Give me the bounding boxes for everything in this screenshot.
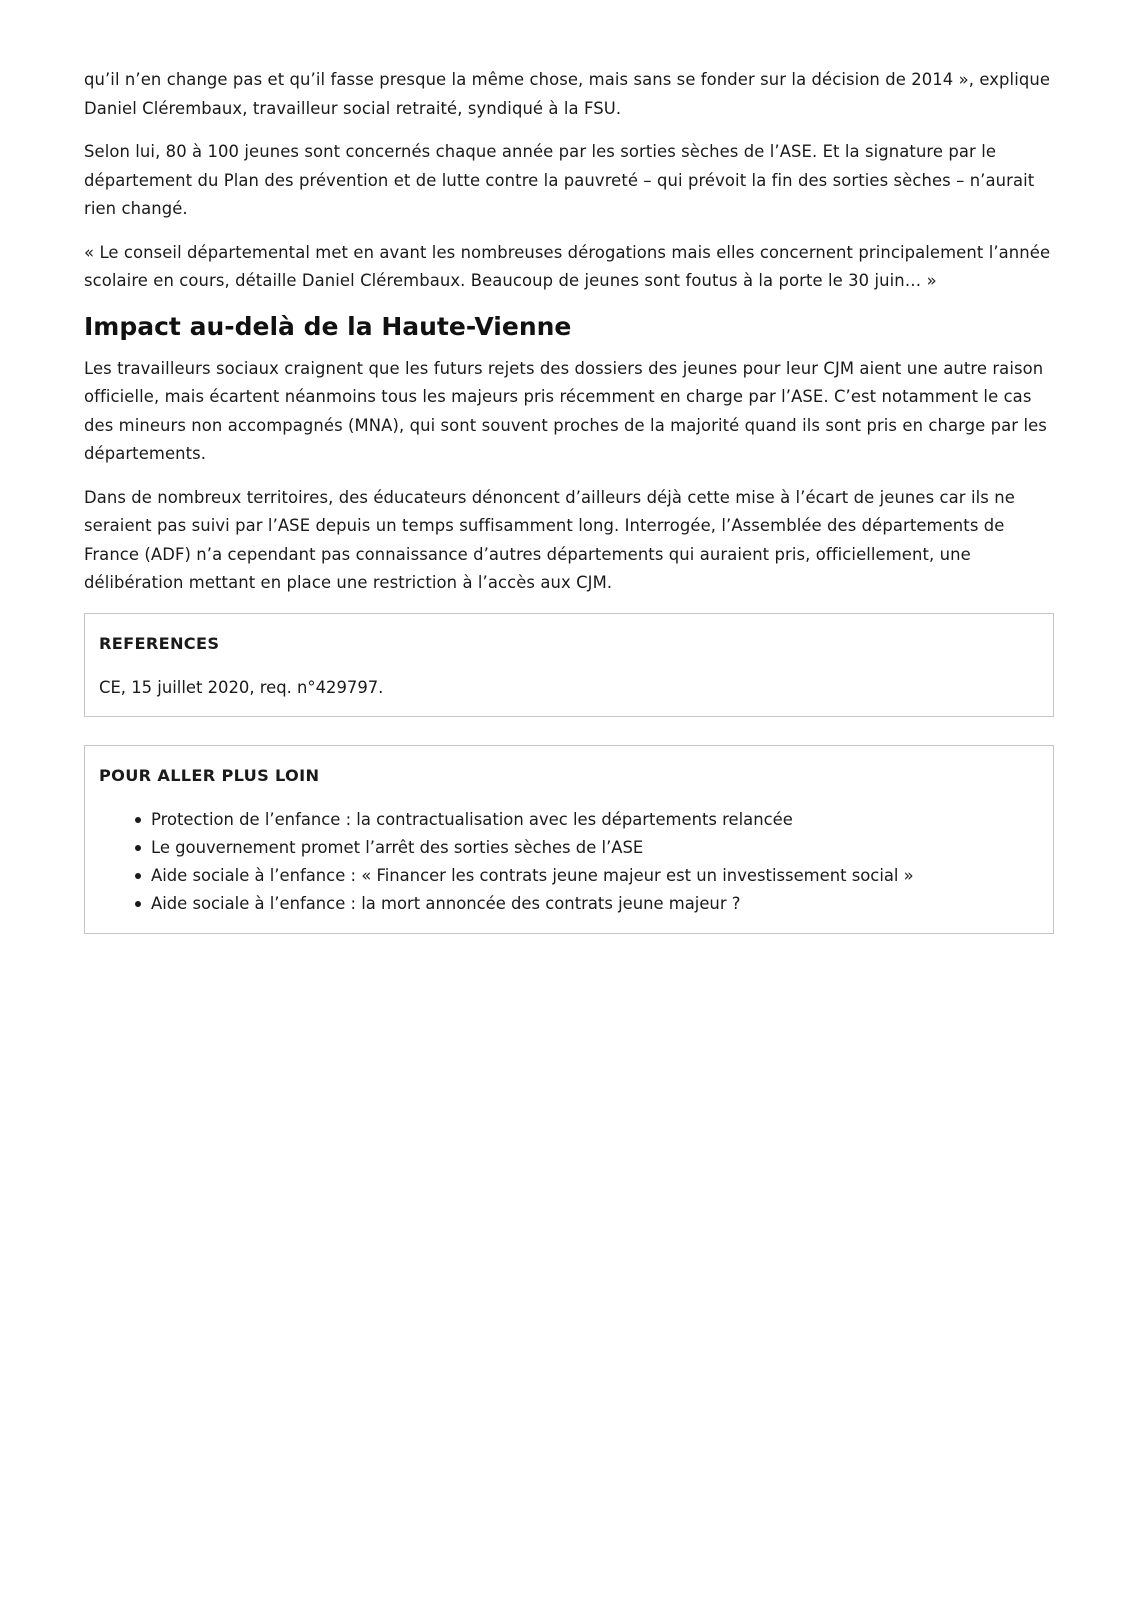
references-text: CE, 15 juillet 2020, req. n°429797. xyxy=(99,677,384,697)
article-paragraph: Dans de nombreux territoires, des éducateurs dénoncent d’ailleurs déjà cette mise à l’écart de jeunes car ils ne seraient pas suivi par l’ASE depuis un temps suffisamment long. Interrogée, l’Assemblée des départements de France (ADF) n’a cependant pas connaissance d’autres départements qui auraient pris, officiellement, une délibération mettant en place une restriction à l’accès aux CJM. xyxy=(84,487,1015,592)
article-paragraph: « Le conseil départemental met en avant les nombreuses dérogations mais elles concernent principalement l’année scolaire en cours, détaille Daniel Clérembaux. Beaucoup de jeunes sont foutus à la porte le 30 juin… » xyxy=(84,242,1051,290)
further-reading-item[interactable] xyxy=(135,862,1039,890)
bullet-icon xyxy=(135,901,141,907)
further-reading-item[interactable] xyxy=(135,834,1039,862)
further-reading-title: POUR ALLER PLUS LOIN xyxy=(99,765,320,785)
further-reading-link[interactable]: Aide sociale à l’enfance : la mort annoncée des contrats jeune majeur ? xyxy=(151,894,741,914)
article-paragraph: qu’il n’en change pas et qu’il fasse presque la même chose, mais sans se fonder sur la décision de 2014 », explique Daniel Clérembaux, travailleur social retraité, syndiqué à la FSU. xyxy=(84,70,1051,118)
further-reading-link[interactable]: Protection de l’enfance : la contractualisation avec les départements relancée xyxy=(151,809,793,829)
further-reading-item[interactable] xyxy=(135,806,1039,834)
references-box xyxy=(84,613,1054,717)
further-reading-list xyxy=(99,806,1039,919)
bullet-icon xyxy=(135,873,141,879)
further-reading-item[interactable] xyxy=(135,890,1039,918)
references-title: REFERENCES xyxy=(99,633,220,653)
bullet-icon xyxy=(135,817,141,823)
further-reading-link[interactable]: Le gouvernement promet l’arrêt des sorties sèches de l’ASE xyxy=(151,837,644,857)
article-paragraph: Les travailleurs sociaux craignent que les futurs rejets des dossiers des jeunes pour leur CJM aient une autre raison officielle, mais écartent néanmoins tous les majeurs pris récemment en charge par l’ASE. C’est notamment le cas des mineurs non accompagnés (MNA), qui sont souvent proches de la majorité quand ils sont pris en charge par les départements. xyxy=(84,358,1047,463)
further-reading-box xyxy=(84,745,1054,934)
section-heading: Impact au-delà de la Haute-Vienne xyxy=(84,311,572,341)
article-paragraph: Selon lui, 80 à 100 jeunes sont concernés chaque année par les sorties sèches de l’ASE. Et la signature par le département du Plan des prévention et de lutte contre la pauvreté – qui prévoit la fin des sorties sèches – n’aurait rien changé. xyxy=(84,142,1035,218)
article-page xyxy=(84,66,1054,962)
bullet-icon xyxy=(135,845,141,851)
further-reading-link[interactable]: Aide sociale à l’enfance : « Financer les contrats jeune majeur est un investissement social » xyxy=(151,866,914,886)
